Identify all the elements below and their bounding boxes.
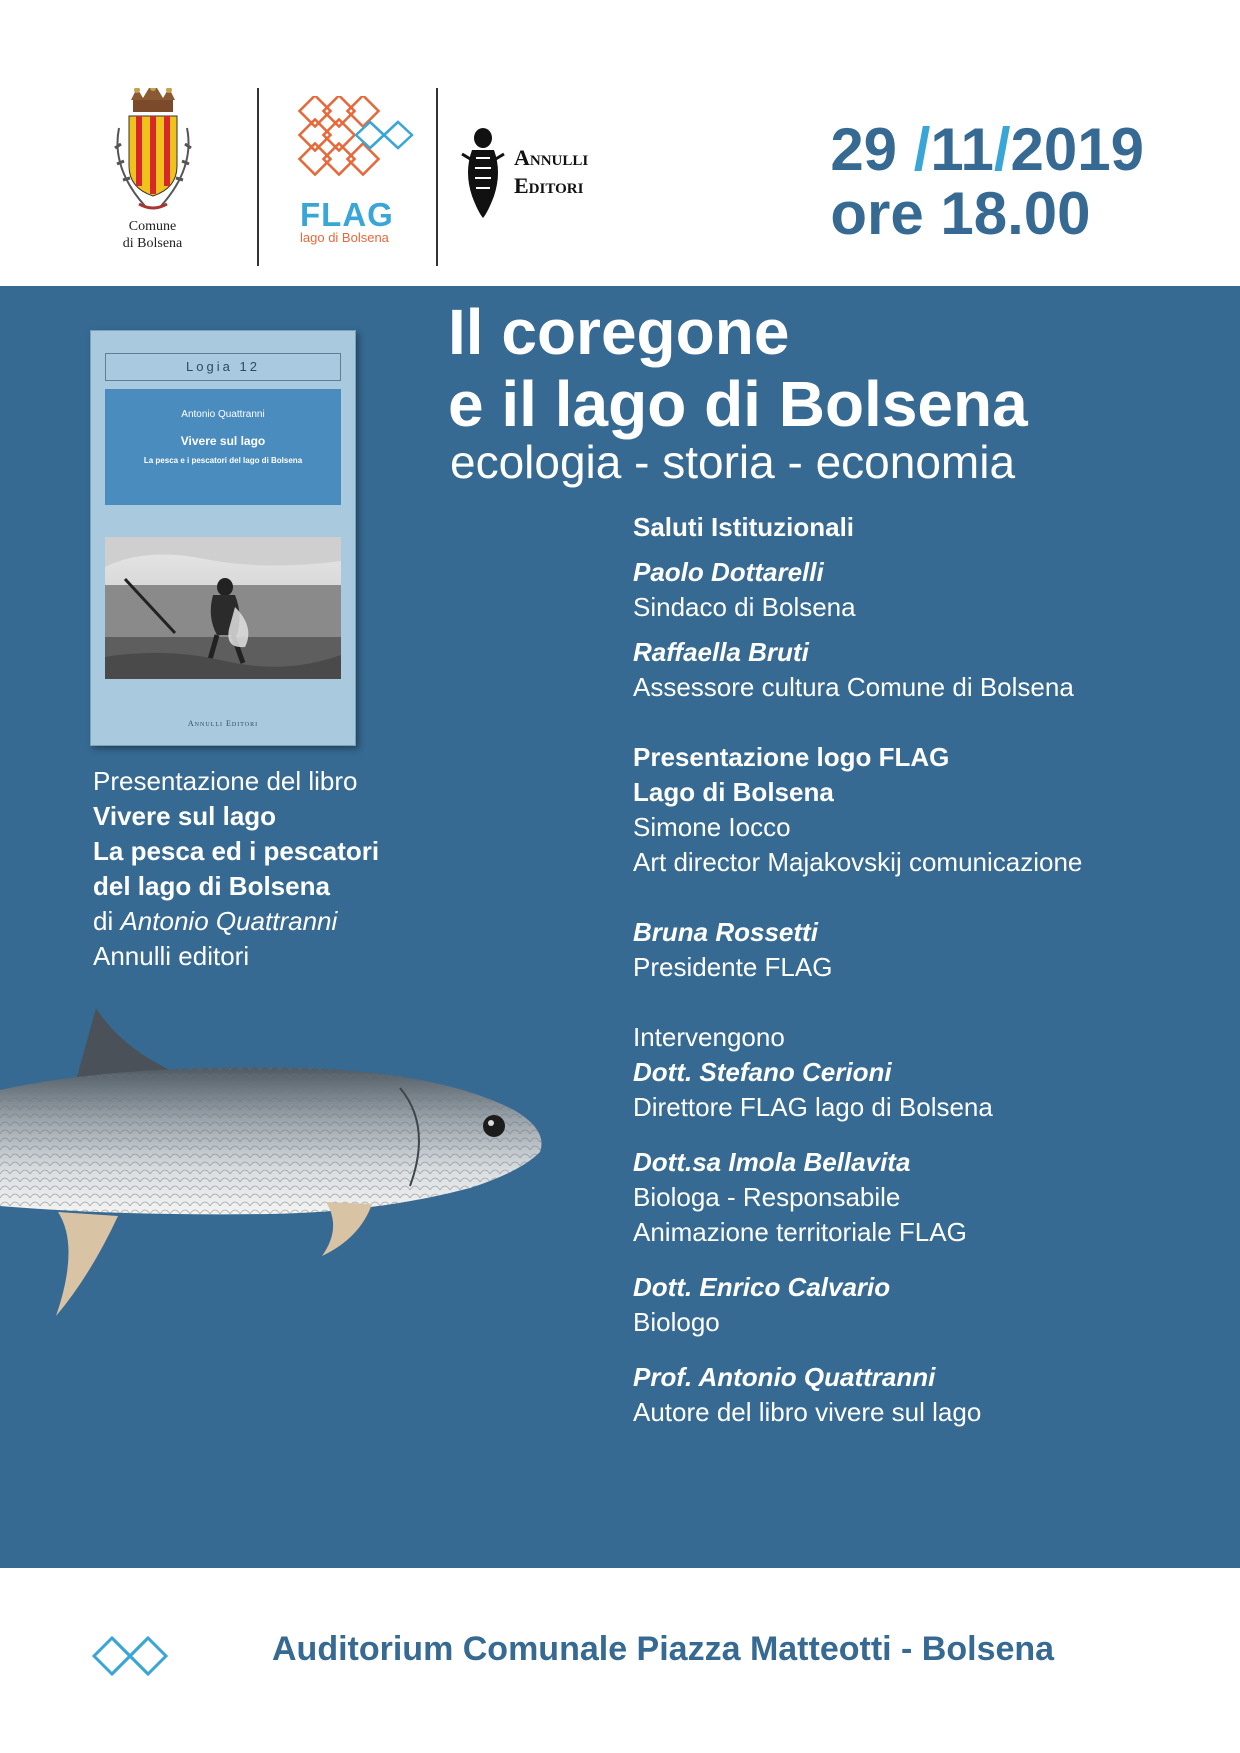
- event-program: [633, 510, 1193, 1440]
- comune-di-bolsena-logo: [100, 88, 205, 258]
- book-cover-title: Vivere sul lago: [180, 434, 266, 448]
- comune-caption-line1: Comune: [128, 219, 177, 234]
- event-subtitle: ecologia - storia - economia: [450, 436, 1016, 488]
- book-series: Logia 12: [105, 353, 341, 381]
- book-presentation: [93, 764, 423, 974]
- annulli-line2: Editori: [514, 173, 584, 198]
- coat-of-arms-icon: [105, 88, 201, 218]
- event-date-line: [830, 118, 1144, 182]
- speaker-name: Prof. Antonio Quattranni: [633, 1362, 936, 1392]
- program-block: [633, 510, 1193, 545]
- annulli-editori-emblem-icon: [458, 124, 508, 220]
- program-block: [633, 555, 1193, 625]
- speaker-name: Bruna Rossetti: [633, 917, 818, 947]
- flag-subtitle: lago di Bolsena: [300, 230, 389, 245]
- book-info-publisher: Annulli editori: [93, 941, 250, 971]
- speaker-name: Dott. Stefano Cerioni: [633, 1057, 892, 1087]
- flag-lattice-logo-icon: [292, 96, 432, 196]
- flag-fish-mark-icon: [92, 1628, 168, 1684]
- book-info-subtitle1: La pesca ed i pescatori: [93, 836, 380, 866]
- speaker-role: Presidente FLAG: [633, 952, 833, 982]
- date-year: 2019: [1010, 116, 1144, 183]
- program-heading: Presentazione logo FLAG: [633, 742, 950, 772]
- book-info-author: Antonio Quattranni: [120, 906, 338, 936]
- annulli-line1: Annulli: [514, 145, 589, 170]
- annulli-editori-logo: [458, 124, 628, 224]
- speaker-role: Sindaco di Bolsena: [633, 592, 856, 622]
- event-title-line2: e il lago di Bolsena: [448, 368, 1028, 440]
- book-info-title: Vivere sul lago: [93, 801, 277, 831]
- date-month: 11: [930, 116, 994, 183]
- header-divider: [436, 88, 438, 266]
- speaker-name: Simone Iocco: [633, 812, 791, 842]
- date-day: 29: [830, 116, 914, 183]
- speaker-role: Assessore cultura Comune di Bolsena: [633, 672, 1074, 702]
- book-info-by: di: [93, 906, 121, 936]
- book-cover-subtitle: La pesca e i pescatori del lago di Bolsena: [143, 456, 303, 465]
- program-heading: Intervengono: [633, 1022, 785, 1052]
- speaker-role: Biologo: [633, 1307, 720, 1337]
- speaker-name: Dott.sa Imola Bellavita: [633, 1147, 911, 1177]
- book-cover-publisher: Annulli Editori: [187, 719, 259, 728]
- program-block: [633, 635, 1193, 705]
- event-date: [830, 118, 1144, 246]
- header-divider: [257, 88, 259, 266]
- book-cover: [90, 330, 356, 746]
- program-block: [633, 1145, 1193, 1250]
- comune-caption-line2: di Bolsena: [122, 236, 183, 251]
- program-block: [633, 1020, 1193, 1125]
- event-title: [448, 296, 1028, 440]
- speaker-role: Autore del libro vivere sul lago: [633, 1397, 982, 1427]
- book-info-author-line: [93, 904, 423, 939]
- footer: [0, 1568, 1240, 1753]
- flag-word: FLAG: [300, 196, 394, 233]
- program-heading: Lago di Bolsena: [633, 777, 834, 807]
- date-slash: /: [993, 116, 1011, 183]
- program-block: [633, 1360, 1193, 1430]
- book-info-line: Presentazione del libro: [93, 766, 358, 796]
- speaker-name: Dott. Enrico Calvario: [633, 1272, 891, 1302]
- venue-address: Auditorium Comunale Piazza Matteotti - Bolsena: [272, 1630, 1055, 1668]
- speaker-role: Art director Majakovskij comunicazione: [633, 847, 1083, 877]
- program-block: [633, 1270, 1193, 1340]
- program-block: [633, 915, 1193, 985]
- speaker-role: Direttore FLAG lago di Bolsena: [633, 1092, 993, 1122]
- speaker-name: Paolo Dottarelli: [633, 557, 824, 587]
- coregone-fish-illustration: [0, 1006, 560, 1326]
- speaker-name: Raffaella Bruti: [633, 637, 809, 667]
- header: [0, 0, 1240, 286]
- program-block: [633, 740, 1193, 880]
- date-slash: /: [913, 116, 931, 183]
- book-info-subtitle2: del lago di Bolsena: [93, 871, 330, 901]
- speaker-role: Biologa - Responsabile: [633, 1182, 901, 1212]
- program-heading: Saluti Istituzionali: [633, 512, 855, 542]
- book-cover-author: Antonio Quattranni: [181, 409, 265, 420]
- event-title-line1: Il coregone: [448, 296, 790, 368]
- event-time: ore 18.00: [830, 180, 1091, 247]
- book-title-box: [105, 389, 341, 505]
- flag-logo: [292, 96, 432, 256]
- fisherman-photo: [105, 537, 341, 679]
- main-panel: [0, 286, 1240, 1568]
- annulli-wordmark: [514, 144, 588, 200]
- speaker-role: Animazione territoriale FLAG: [633, 1217, 967, 1247]
